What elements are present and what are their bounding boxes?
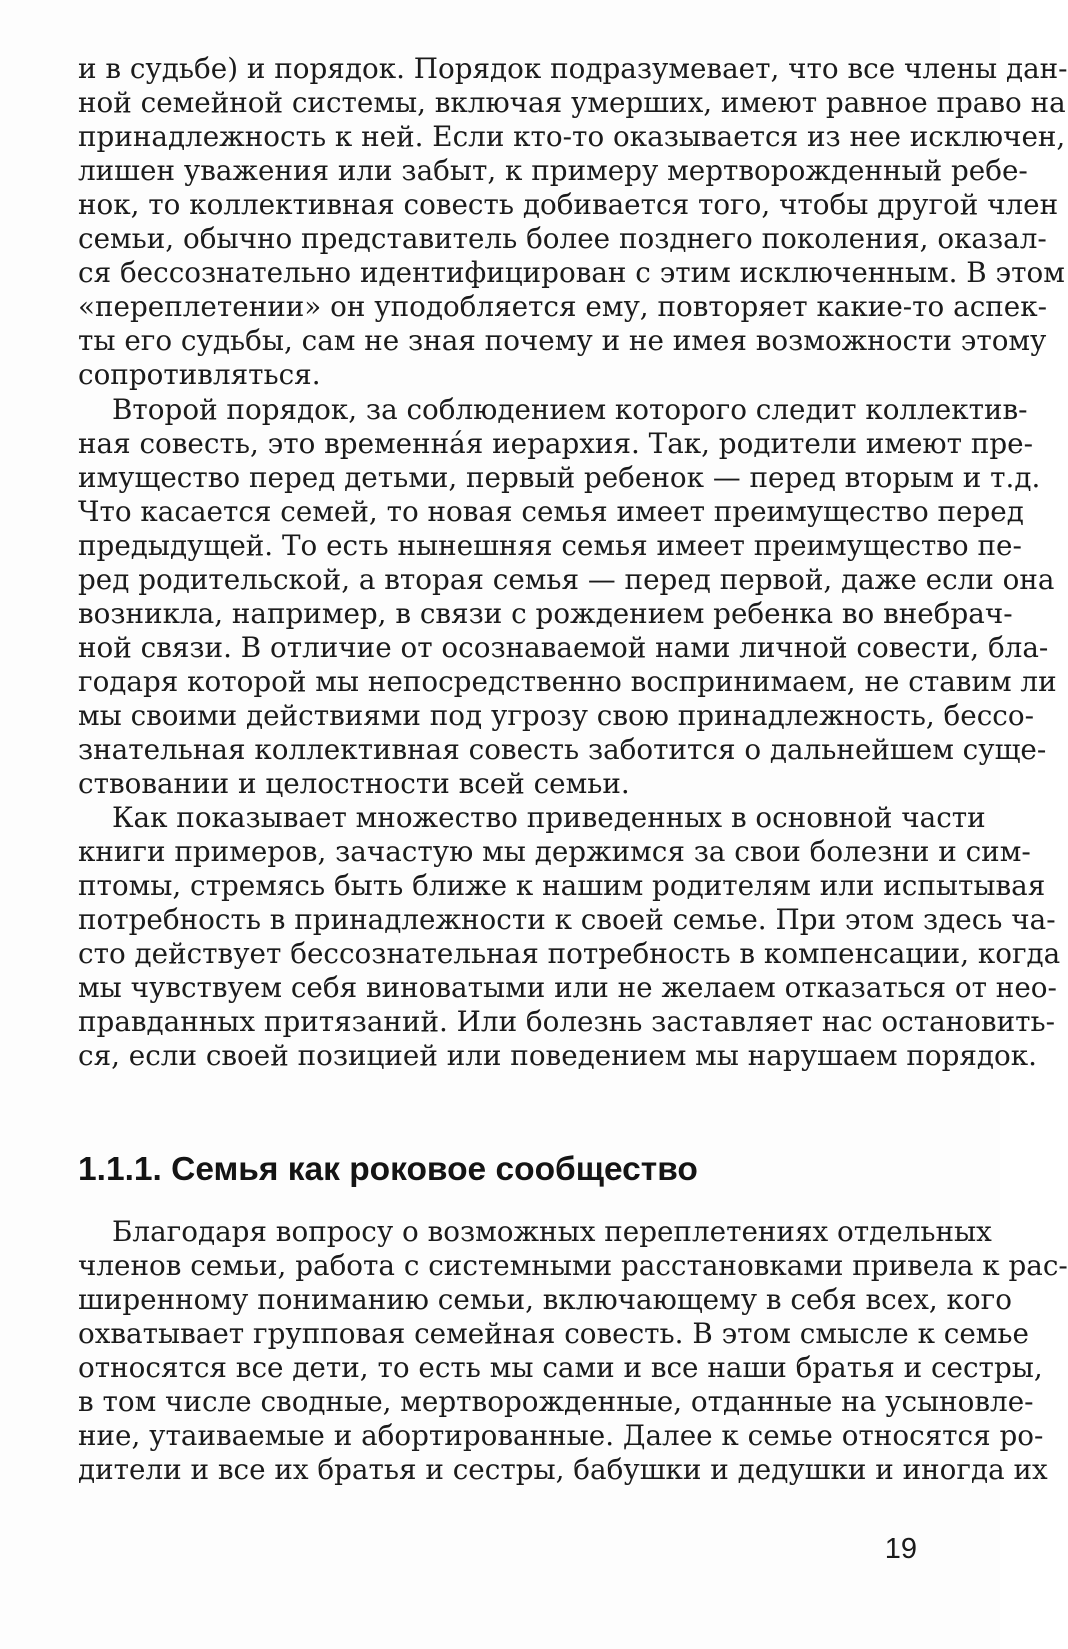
text-line: в том числе сводные, мертворожденные, отданные на усыновле- bbox=[78, 1385, 1034, 1418]
text-line: годаря которой мы непосредственно воспринимаем, не ставим ли bbox=[78, 665, 1057, 698]
text-line: Как показывает множество приведенных в основной части bbox=[112, 801, 986, 834]
text-line: ной семейной системы, включая умерших, имеют равное право на bbox=[78, 86, 1066, 119]
text-line: нок, то коллективная совесть добивается того, чтобы другой член bbox=[78, 188, 1059, 221]
text-line: птомы, стремясь быть ближе к нашим родителям или испытывая bbox=[78, 869, 1046, 902]
text-line: дители и все их братья и сестры, бабушки и дедушки и иногда их bbox=[78, 1453, 1048, 1486]
text-line: «переплетении» он уподобляется ему, повторяет какие-то аспек- bbox=[78, 290, 1048, 323]
text-line: членов семьи, работа с системными расстановками привела к рас- bbox=[78, 1249, 1068, 1282]
text-line: ствовании и целостности всей семьи. bbox=[78, 767, 630, 800]
text-line: ся бессознательно идентифицирован с этим исключенным. В этом bbox=[78, 256, 1065, 289]
text-line: Второй порядок, за соблюдением которого следит коллектив- bbox=[112, 393, 1028, 426]
text-line: ная совесть, это временна́я иерархия. Так, родители имеют пре- bbox=[78, 427, 1034, 460]
text-line: Что касается семей, то новая семья имеет преимущество перед bbox=[78, 495, 1024, 528]
text-line: Благодаря вопросу о возможных переплетениях отдельных bbox=[112, 1215, 992, 1248]
text-line: потребность в принадлежности к своей семье. При этом здесь ча- bbox=[78, 903, 1056, 936]
text-line: сопротивляться. bbox=[78, 358, 321, 391]
text-line: охватывает групповая семейная совесть. В этом смысле к семье bbox=[78, 1317, 1030, 1350]
text-line: имущество перед детьми, первый ребенок — перед вторым и т.д. bbox=[78, 461, 1041, 494]
text-line: ной связи. В отличие от осознаваемой нами личной совести, бла- bbox=[78, 631, 1049, 664]
text-line: семьи, обычно представитель более позднего поколения, оказал- bbox=[78, 222, 1047, 255]
text-line: возникла, например, в связи с рождением ребенка во внебрач- bbox=[78, 597, 1013, 630]
page-number: 19 bbox=[884, 1533, 917, 1565]
text-line: ся, если своей позицией или поведением мы нарушаем порядок. bbox=[78, 1039, 1037, 1072]
text-line: лишен уважения или забыт, к примеру мертворожденный ребе- bbox=[78, 154, 1028, 187]
text-line: принадлежность к ней. Если кто-то оказывается из нее исключен, bbox=[78, 120, 1066, 153]
text-line: и в судьбе) и порядок. Порядок подразумевает, что все члены дан- bbox=[78, 52, 1068, 85]
text-line: мы своими действиями под угрозу свою принадлежность, бессо- bbox=[78, 699, 1034, 732]
text-line: ширенному пониманию семьи, включающему в себя всех, кого bbox=[78, 1283, 1012, 1316]
text-line: правданных притязаний. Или болезнь заставляет нас остановить- bbox=[78, 1005, 1056, 1038]
text-line: ред родительской, а вторая семья — перед первой, даже если она bbox=[78, 563, 1055, 596]
text-line: знательная коллективная совесть заботится о дальнейшем суще- bbox=[78, 733, 1047, 766]
text-line: сто действует бессознательная потребность в компенсации, когда bbox=[78, 937, 1061, 970]
text-line: мы чувствуем себя виноватыми или не желаем отказаться от нео- bbox=[78, 971, 1057, 1004]
text-line: ты его судьбы, сам не зная почему и не имея возможности этому bbox=[78, 324, 1047, 357]
text-line: относятся все дети, то есть мы сами и все наши братья и сестры, bbox=[78, 1351, 1043, 1384]
text-line: ние, утаиваемые и абортированные. Далее к семье относятся ро- bbox=[78, 1419, 1044, 1452]
text-line: предыдущей. То есть нынешняя семья имеет преимущество пе- bbox=[78, 529, 1022, 562]
text-line: книги примеров, зачастую мы держимся за свои болезни и сим- bbox=[78, 835, 1031, 868]
section-heading: 1.1.1. Семья как роковое сообщество bbox=[78, 1151, 698, 1188]
